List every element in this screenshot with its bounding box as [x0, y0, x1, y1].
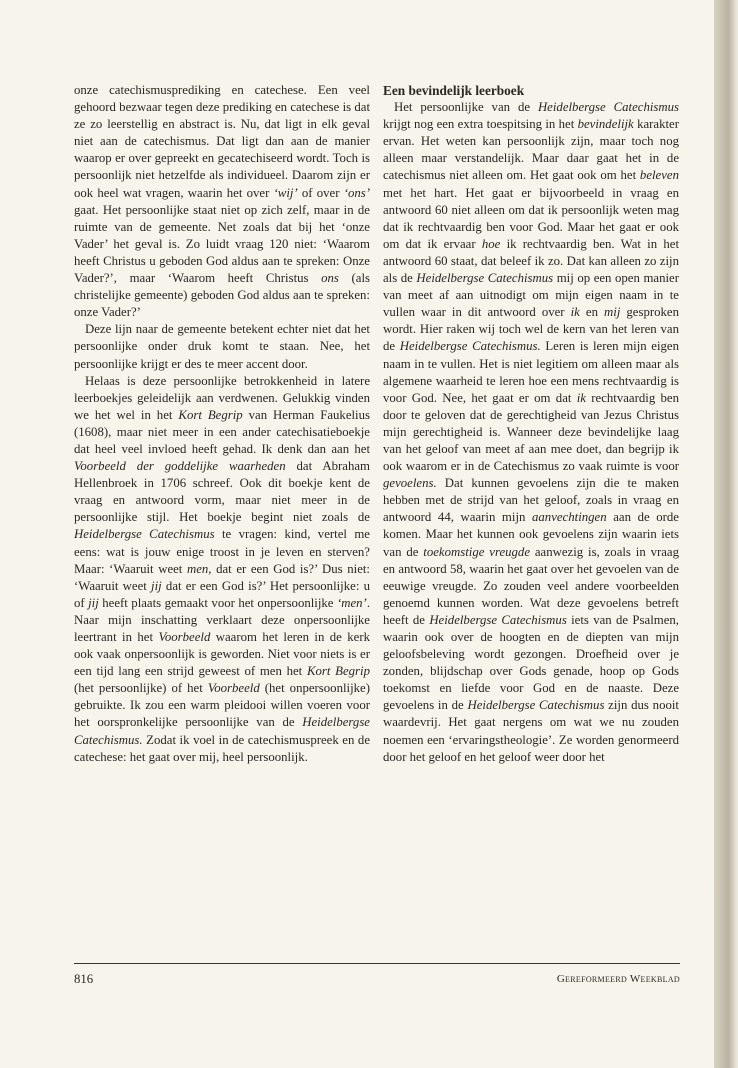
italic-run: Heidelbergse Catechismus.: [399, 339, 541, 354]
text-run: iets van de Psalmen, waarin ook over de hoogten en de diepten van mijn geloofsbeleving wordt gezongen. Droefheid over je zonden, blijdschap over Gods genade, hoop op Gods toekomst en liefde voor God en de naaste. Deze gevoelens in de: [383, 612, 679, 713]
text-run: met het hart. Het gaat er bijvoorbeeld in vraag en antwoord 60 niet alleen om dat ik persoonlijk weten mag dat ik rechtvaardig ben voor God. Maar het gaat er ook om dat ik ervaar: [383, 185, 679, 251]
italic-run: Voorbeeld: [207, 681, 260, 696]
italic-run: Kort Begrip: [178, 407, 243, 422]
text-run: heeft plaats gemaakt voor het onpersoonlijke: [98, 595, 337, 610]
text-run: dat er een God is?’ Het persoonlijke: u of: [74, 578, 370, 610]
text-run: Dat kunnen gevoelens zijn die te maken hebben met de strijd van het geloof, zoals in vraag en antwoord 44, waarin mijn: [383, 476, 679, 525]
text-run: (het onpersoonlijke) gebruikte. Ik zou een warm pleidooi willen voeren voor het oorspronkelijke persoonlijke van de: [74, 681, 370, 730]
page-number: 816: [74, 972, 94, 986]
italic-run: Kort Begrip: [306, 664, 370, 679]
text-run: Het persoonlijke van de: [394, 100, 538, 115]
text-run: (het persoonlijke) of het: [74, 681, 208, 696]
text-run: Leren is leren mijn eigen naam in te vullen. Het is niet legitiem om alleen maar als algemene waarheid te leren hoe een mens rechtvaardig is voor God. Nee, het gaat er om dat: [383, 339, 680, 405]
italic-run: ik: [576, 390, 586, 405]
right-paragraph-1: [383, 99, 679, 766]
italic-run: ‘ons’: [343, 185, 370, 200]
text-run: van Herman Faukelius (1608), maar niet meer in een ander catechisatieboekje dat heel veel invloed heeft gehad. Ik denk dan aan het: [74, 407, 370, 456]
italic-run: ‘men’: [336, 595, 367, 610]
italic-run: Heidelbergse Catechismus: [416, 271, 554, 286]
text-run: onze catechismusprediking en catechese. Een veel gehoord bezwaar tegen deze prediking en catechese is dat ze zo leerstellig en abstract is. Nu, dat ligt in elk geval niet aan de catechismus. Dat ligt dan aan de manier waarop er over gepreekt en gecatechiseerd wordt. Toch is persoonlijk niet hetzelfde als individueel. Daarom zijn er ook heel wat vragen, waarin het over: [74, 83, 370, 200]
text-run: Helaas is deze persoonlijke betrokkenheid in latere leerboekjes geleidelijk aan verdwenen. Gelukkig vinden we het wel in het: [74, 373, 370, 422]
text-run: krijgt nog een extra toespitsing in het: [383, 117, 578, 132]
section-heading: Een bevindelijk leerboek: [383, 83, 525, 98]
italic-run: bevindelijk: [577, 117, 634, 132]
left-paragraph-1: [74, 82, 370, 321]
text-run: rechtvaardig ben door te geloven dat de gerechtigheid van Jezus Christus mijn gerechtigheid is. Wanneer deze bevindelijke laag van het geloof van meet af aan mee doet, dan begrijp ik ook waarom er in de Catechismus zo vaak ruimte is voor: [383, 390, 679, 474]
left-paragraph-2: Deze lijn naar de gemeente betekent echter niet dat het persoonlijke onder druk komt te staan. Nee, het persoonlijke krijgt er des te meer accent door.: [74, 322, 370, 371]
italic-run: mij: [604, 305, 621, 320]
italic-run: ik: [570, 305, 580, 320]
text-run: mij op een open manier van meet af aan uitnodigt om mijn eigen naam in te vullen waar in dit antwoord over: [383, 271, 679, 320]
italic-run: men,: [186, 561, 212, 576]
text-run: gesproken wordt. Hier raken wij toch wel de kern van het leren van de: [383, 305, 680, 354]
footer-rule: [74, 963, 680, 964]
italic-run: ons: [321, 271, 339, 286]
binding-edge: [714, 0, 738, 1068]
text-run: gaat. Het persoonlijke staat niet op zich zelf, maar in de ruimte van de gemeente. Net zoals dat bij het ‘onze Vader’ het geval is. Zo luidt vraag 120 niet: ‘Waarom heeft Christus u geboden God aldus aan te spreken: Onze Vader?’, maar ‘Waarom heeft Christus: [74, 202, 370, 286]
left-paragraph-3: [74, 373, 370, 766]
text-run: dat Abraham Hellenbroek in 1706 schreef. Ook dit boekje kent de vraag en antwoord vorm, maar niet meer in de persoonlijke stijl. Het boekje begint niet zoals de: [74, 459, 370, 525]
italic-run: hoe: [481, 236, 501, 251]
italic-run: Voorbeeld: [158, 630, 211, 644]
italic-run: Heidelbergse Catechismus: [537, 100, 680, 115]
italic-run: Heidelbergse Catechismus.: [74, 715, 370, 747]
italic-run: Heidelbergse Catechismus: [467, 698, 605, 713]
italic-run: beleven: [639, 168, 679, 183]
left-column: [74, 82, 370, 766]
text-run: te vragen: kind, vertel me eens: wat is jouw enige troost in je leven en sterven? Maar: ‘Waaruit weet: [74, 527, 370, 576]
text-run: . Naar mijn inschatting verklaart deze onpersoonlijke leertrant in het: [74, 595, 371, 644]
text-run: aanwezig is, zoals in vraag en antwoord 58, waarin het gaat over het gevoelen van de eeuwige vreugde. Zo zouden veel andere voorbeelden genoemd kunnen worden. Wat deze gevoelens betreft heeft de: [383, 544, 679, 627]
italic-run: ‘wij’: [273, 185, 298, 200]
running-title: Gereformeerd Weekblad: [556, 973, 680, 985]
text-run: ik rechtvaardig ben. Wat in het antwoord 60 staat, dat beleef ik zo. Dat kan alleen zo zijn als de: [383, 236, 679, 286]
italic-run: jij: [151, 578, 162, 593]
italic-run: gevoelens.: [383, 476, 437, 491]
italic-run: Voorbeeld der goddelijke waarheden: [74, 459, 286, 474]
text-run: dat er een God is?’ Dus niet: ‘Waaruit weet: [74, 561, 370, 593]
italic-run: Heidelbergse Catechismus: [74, 527, 215, 542]
italic-run: Heidelbergse Catechismus: [429, 612, 567, 627]
text-run: Zodat ik voel in de catechismuspreek en de catechese: het gaat over mij, heel persoonlijk.: [74, 732, 370, 764]
text-run: zijn dus nooit waardevrij. Het gaat nergens om wat we nu zouden noemen een ‘ervaringstheologie’. Ze worden genormeerd door het geloof en het geloof weer door het: [383, 698, 679, 764]
text-run: aan de orde komen. Maar het kunnen ook gevoelens zijn waarin iets van de: [383, 510, 679, 559]
right-column: [383, 82, 679, 766]
text-run: en: [579, 305, 605, 320]
italic-run: jij: [88, 595, 99, 610]
text-run: karakter ervan. Het weten kan persoonlijk zijn, maar toch nog alleen maar verstandelijk. Maar daar gaat het in de catechismus niet alleen om. Het gaat ook om het: [383, 117, 679, 183]
text-run: (als christelijke gemeente) geboden God aldus aan te spreken: onze Vader?’: [74, 271, 370, 320]
text-run: waarom het leren in de kerk ook vaak onpersoonlijk is geworden. Niet voor niets is er een tijd lang een strijd geweest of men het: [74, 630, 371, 679]
text-run: of over: [297, 185, 344, 200]
italic-run: aanvechtingen: [532, 510, 607, 525]
italic-run: toekomstige vreugde: [423, 544, 530, 559]
